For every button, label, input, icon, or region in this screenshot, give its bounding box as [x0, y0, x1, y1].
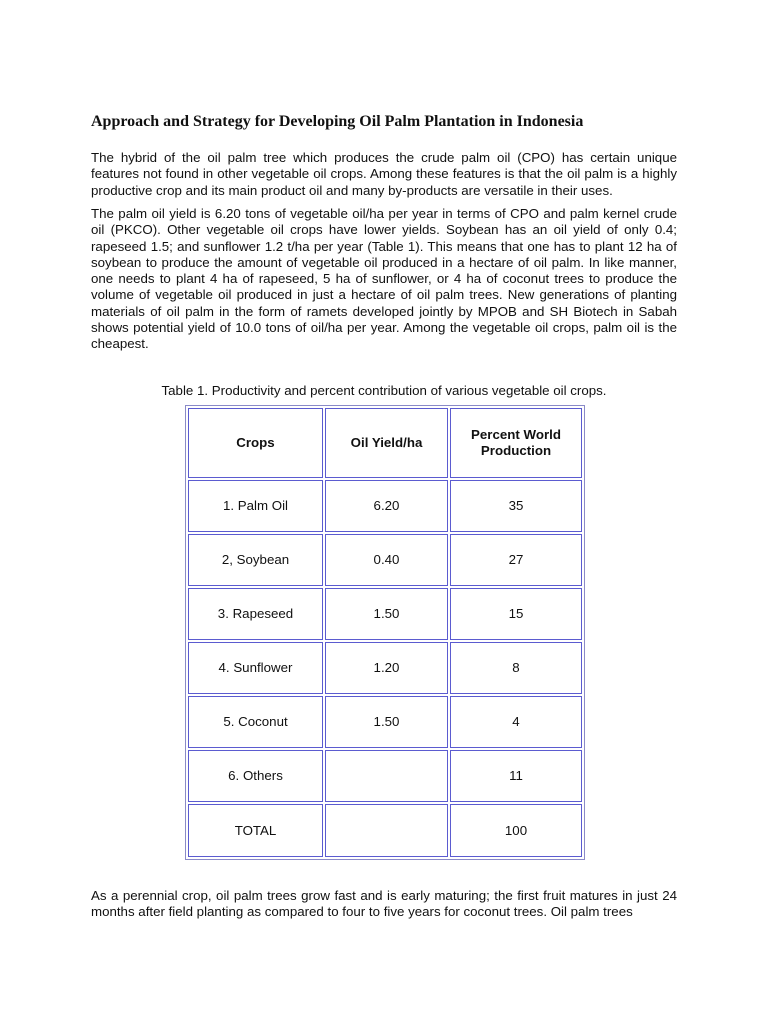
cell-percent: 4 [450, 696, 582, 748]
table-total-row [188, 804, 582, 857]
cell-percent: 15 [450, 588, 582, 640]
cell-percent: 35 [450, 480, 582, 532]
cell-oil-yield [325, 750, 448, 802]
cell-crop: 2, Soybean [188, 534, 323, 586]
table-header-row [188, 408, 582, 478]
cell-total-label: TOTAL [188, 804, 323, 857]
table-caption: Table 1. Productivity and percent contribution of various vegetable oil crops. [161, 383, 607, 398]
cell-oil-yield: 1.20 [325, 642, 448, 694]
cell-oil-yield: 1.50 [325, 696, 448, 748]
table-row [188, 588, 582, 640]
table-row [188, 480, 582, 532]
table-row [188, 750, 582, 802]
cell-percent: 8 [450, 642, 582, 694]
cell-percent: 27 [450, 534, 582, 586]
cell-crop: 1. Palm Oil [188, 480, 323, 532]
cell-oil-yield: 6.20 [325, 480, 448, 532]
cell-oil-yield: 1.50 [325, 588, 448, 640]
header-oil-yield: Oil Yield/ha [325, 408, 448, 478]
crop-productivity-table [185, 405, 585, 860]
paragraph-yield: The palm oil yield is 6.20 tons of vegetable oil/ha per year in terms of CPO and palm kernel crude oil (PKCO). Other vegetable oil crops have lower yields. Soybean has an oil yield of only 0.4; rapeseed 1.5; and sunflower 1.2 t/ha per year (Table 1). This means that one has to plant 12 ha of soybean to produce the amount of vegetable oil produced in a hectare of oil palm. In like manner, one needs to plant 4 ha of rapeseed, 5 ha of sunflower, or 4 ha of coconut trees to produce the volume of vegetable oil produced in just a hectare of oil palm trees. New generations of planting materials of oil palm in the form of ramets developed jointly by MPOB and SH Biotech in Sabah shows potential yield of 10.0 tons of oil/ha per year. Among the vegetable oil crops, palm oil is the cheapest. [91, 206, 677, 352]
cell-crop: 6. Others [188, 750, 323, 802]
cell-crop: 3. Rapeseed [188, 588, 323, 640]
document-title: Approach and Strategy for Developing Oil Palm Plantation in Indonesia [91, 113, 584, 130]
header-percent-world-production: Percent World Production [450, 408, 582, 478]
cell-percent: 11 [450, 750, 582, 802]
cell-oil-yield: 0.40 [325, 534, 448, 586]
cell-crop: 4. Sunflower [188, 642, 323, 694]
cell-total-percent: 100 [450, 804, 582, 857]
table-row [188, 696, 582, 748]
paragraph-intro: The hybrid of the oil palm tree which produces the crude palm oil (CPO) has certain unique features not found in other vegetable oil crops. Among these features is that the oil palm is a highly productive crop and its main product oil and many by-products are versatile in their uses. [91, 150, 677, 198]
table-row [188, 534, 582, 586]
header-crops: Crops [188, 408, 323, 478]
cell-crop: 5. Coconut [188, 696, 323, 748]
table-row [188, 642, 582, 694]
cell-oil-yield [325, 804, 448, 857]
paragraph-perennial: As a perennial crop, oil palm trees grow fast and is early maturing; the first fruit matures in just 24 months after field planting as compared to four to five years for coconut trees. Oil palm trees [91, 888, 677, 920]
